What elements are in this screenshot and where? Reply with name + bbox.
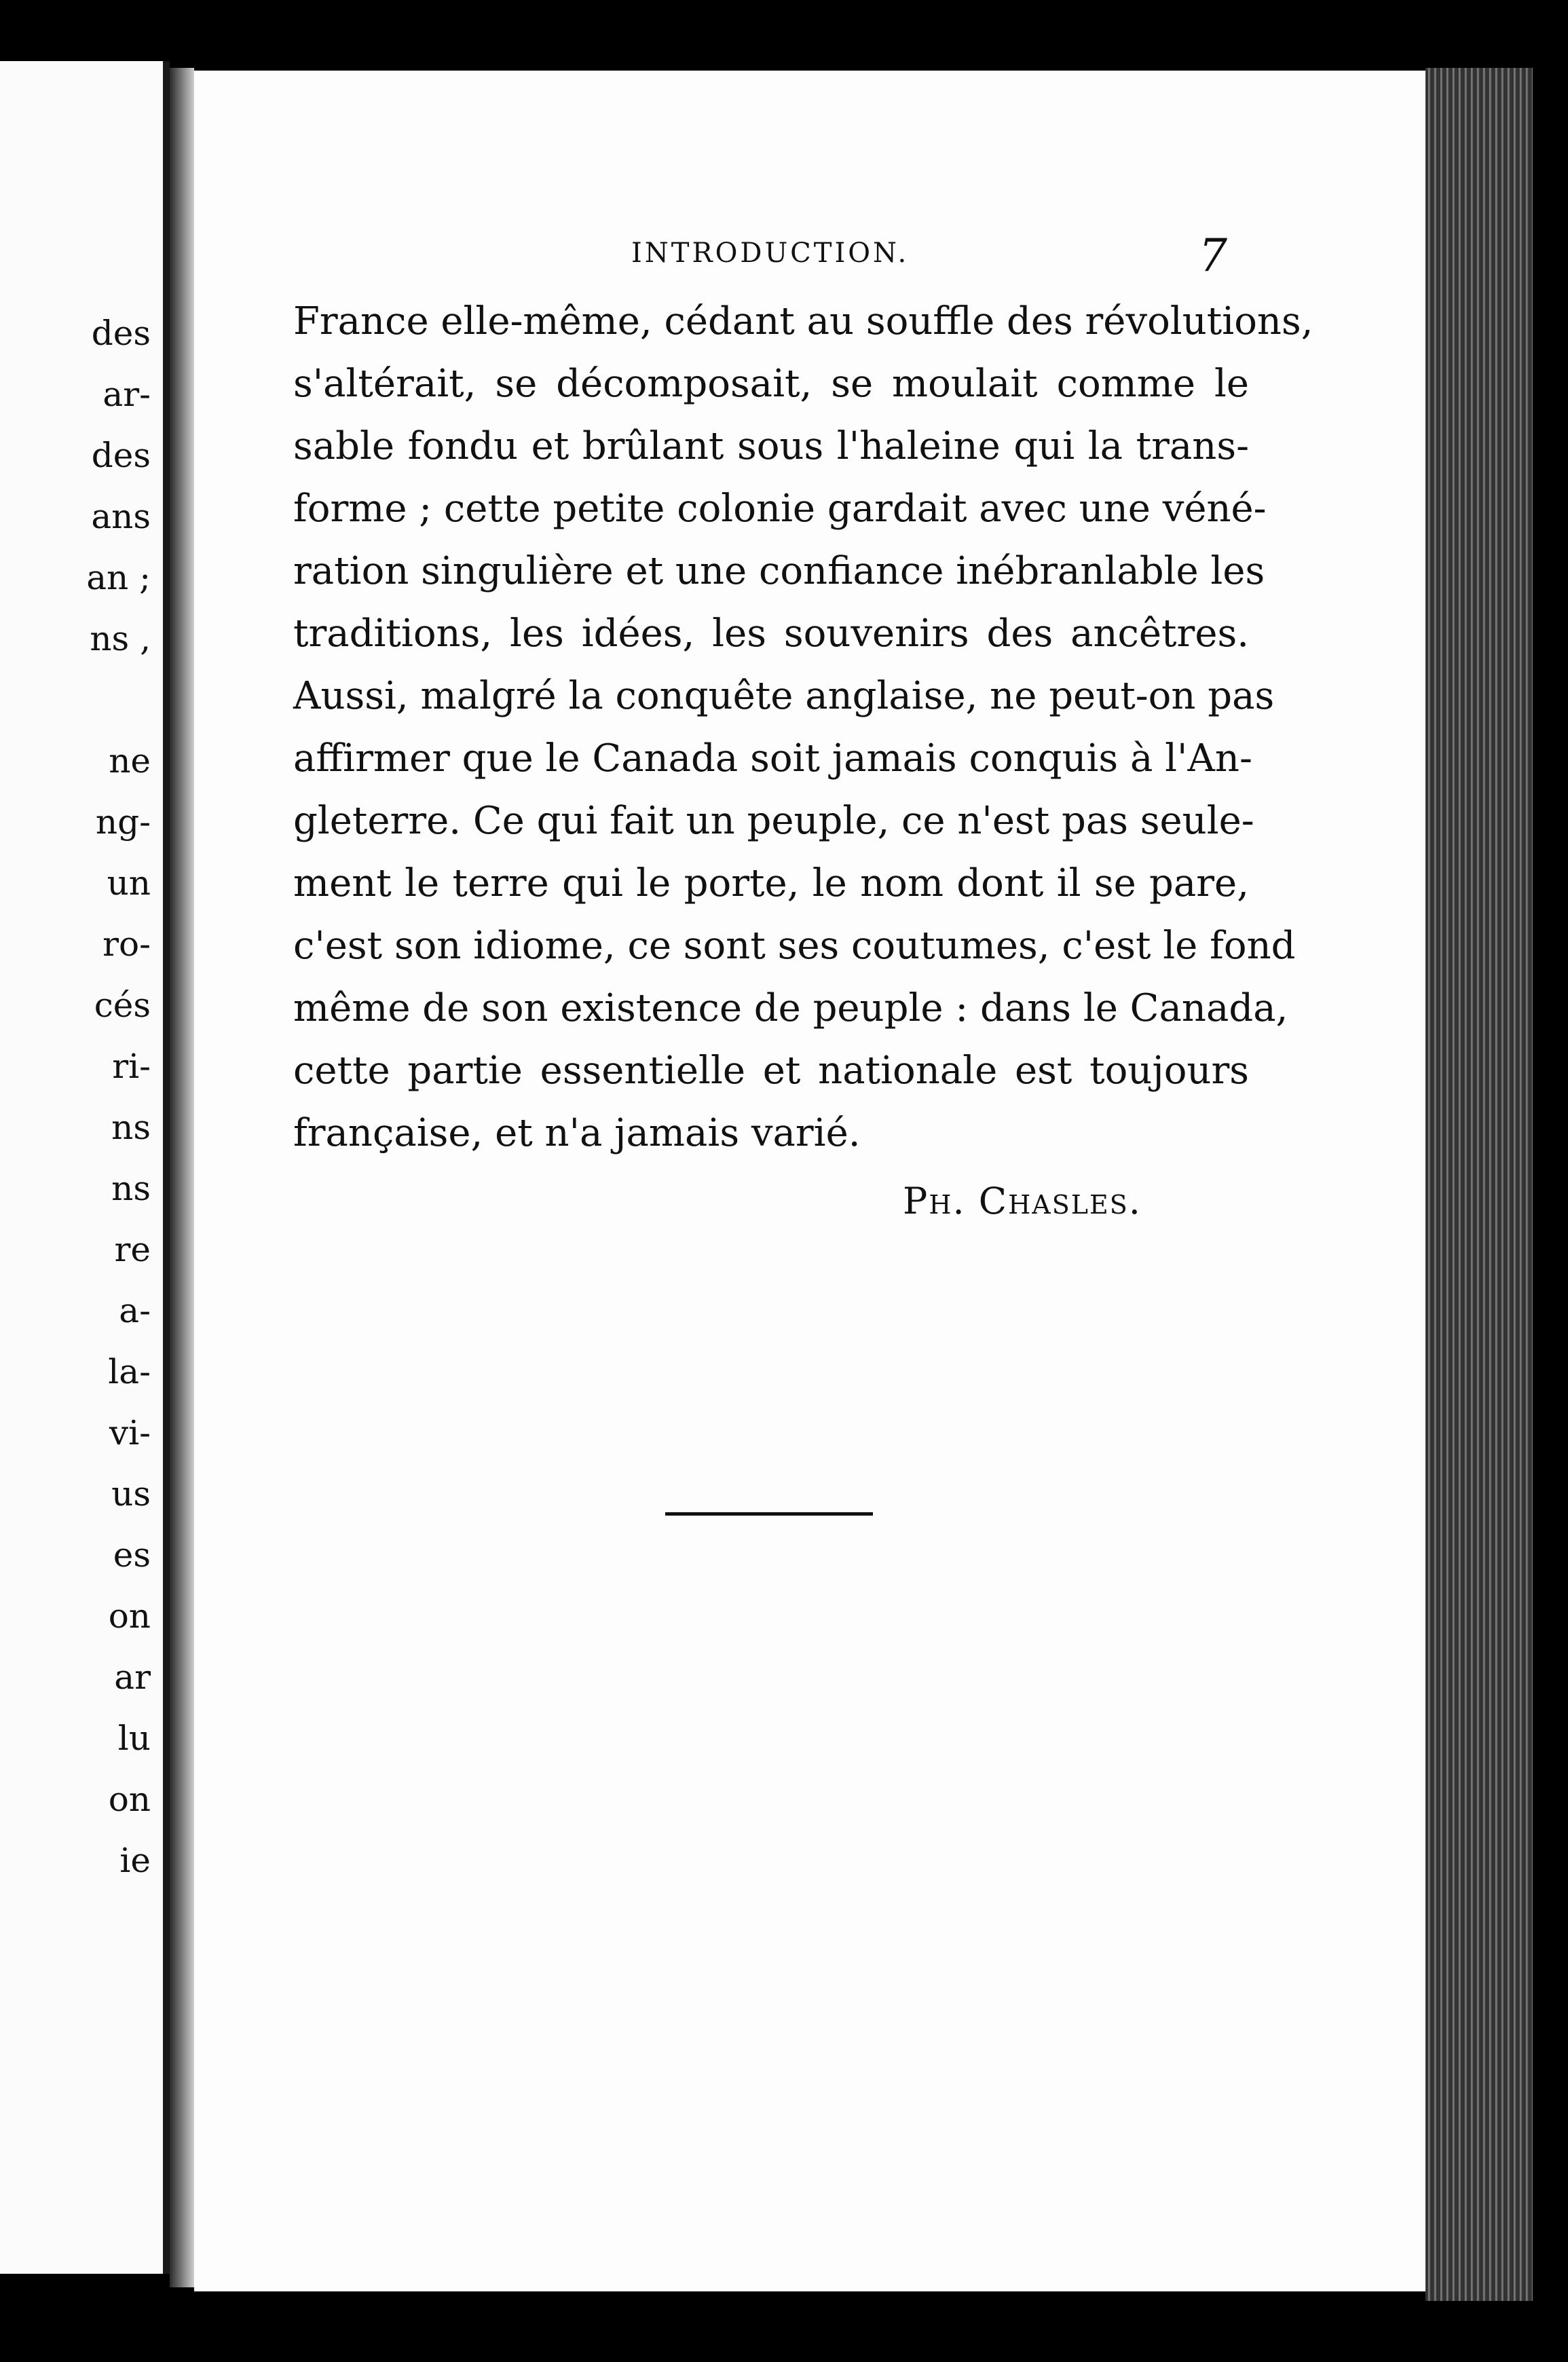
body-text — [293, 290, 1313, 1165]
left-page-fragment: la- — [108, 1352, 151, 1391]
left-page-fragment: cés — [94, 986, 151, 1025]
left-page-fragment: ns — [111, 1108, 151, 1147]
left-page-fragment: ns — [111, 1169, 151, 1208]
left-page-fragment: ans — [91, 497, 151, 536]
text-line: ration singulière et une confiance inébranlable les — [293, 549, 1265, 593]
left-page-fragment: ns , — [90, 619, 151, 658]
left-page-fragment: ri- — [112, 1047, 151, 1086]
left-page-fragment: a- — [119, 1291, 151, 1330]
left-page-fragment: ar — [114, 1657, 151, 1697]
left-page-fragment: des — [91, 314, 151, 353]
section-rule — [665, 1512, 873, 1516]
left-page-fragment: ie — [119, 1841, 151, 1880]
left-page-fragment: ng- — [95, 802, 151, 842]
text-line: gleterre. Ce qui fait un peuple, ce n'est pas seule- — [293, 799, 1254, 843]
left-page-fragment: es — [113, 1535, 151, 1575]
text-line: c'est son idiome, ce sont ses coutumes, c'est le fond — [293, 924, 1296, 968]
text-line: traditions, les idées, les souvenirs des ancêtres. — [293, 612, 1249, 656]
author-signature: Ph. Chasles. — [903, 1180, 1142, 1222]
running-head: INTRODUCTION. — [631, 238, 910, 269]
text-line: cette partie essentielle et nationale est toujours — [293, 1049, 1249, 1093]
text-line: même de son existence de peuple : dans le Canada, — [293, 986, 1288, 1030]
left-facing-page — [0, 61, 170, 2274]
text-line: française, et n'a jamais varié. — [293, 1111, 861, 1155]
page-number: 7 — [1199, 229, 1227, 282]
left-page-fragment: an ; — [86, 558, 151, 597]
text-line: France elle-même, cédant au souffle des révolutions, — [293, 299, 1313, 343]
text-line: sable fondu et brûlant sous l'haleine qui la trans- — [293, 424, 1249, 468]
page-edges — [1425, 68, 1533, 2301]
left-page-fragment: ar- — [102, 375, 151, 414]
left-page-fragment: ne — [109, 741, 151, 781]
left-page-fragment: vi- — [109, 1413, 151, 1452]
left-page-fragment: un — [107, 863, 151, 903]
left-page-fragment: on — [108, 1596, 151, 1636]
left-page-fragment: us — [111, 1474, 151, 1514]
left-page-fragment: re — [114, 1230, 151, 1269]
text-line: affirmer que le Canada soit jamais conquis à l'An- — [293, 736, 1252, 781]
left-page-fragment: on — [108, 1780, 151, 1819]
text-line: Aussi, malgré la conquête anglaise, ne peut-on pas — [293, 674, 1275, 718]
left-page-fragment: ro- — [102, 924, 151, 964]
text-line: s'altérait, se décomposait, se moulait comme le — [293, 362, 1249, 406]
book-gutter-shadow — [170, 68, 194, 2287]
text-line: ment le terre qui le porte, le nom dont il se pare, — [293, 861, 1249, 905]
text-line: forme ; cette petite colonie gardait avec une véné- — [293, 487, 1267, 531]
left-page-fragment: des — [91, 436, 151, 475]
left-page-fragment: lu — [117, 1719, 151, 1758]
